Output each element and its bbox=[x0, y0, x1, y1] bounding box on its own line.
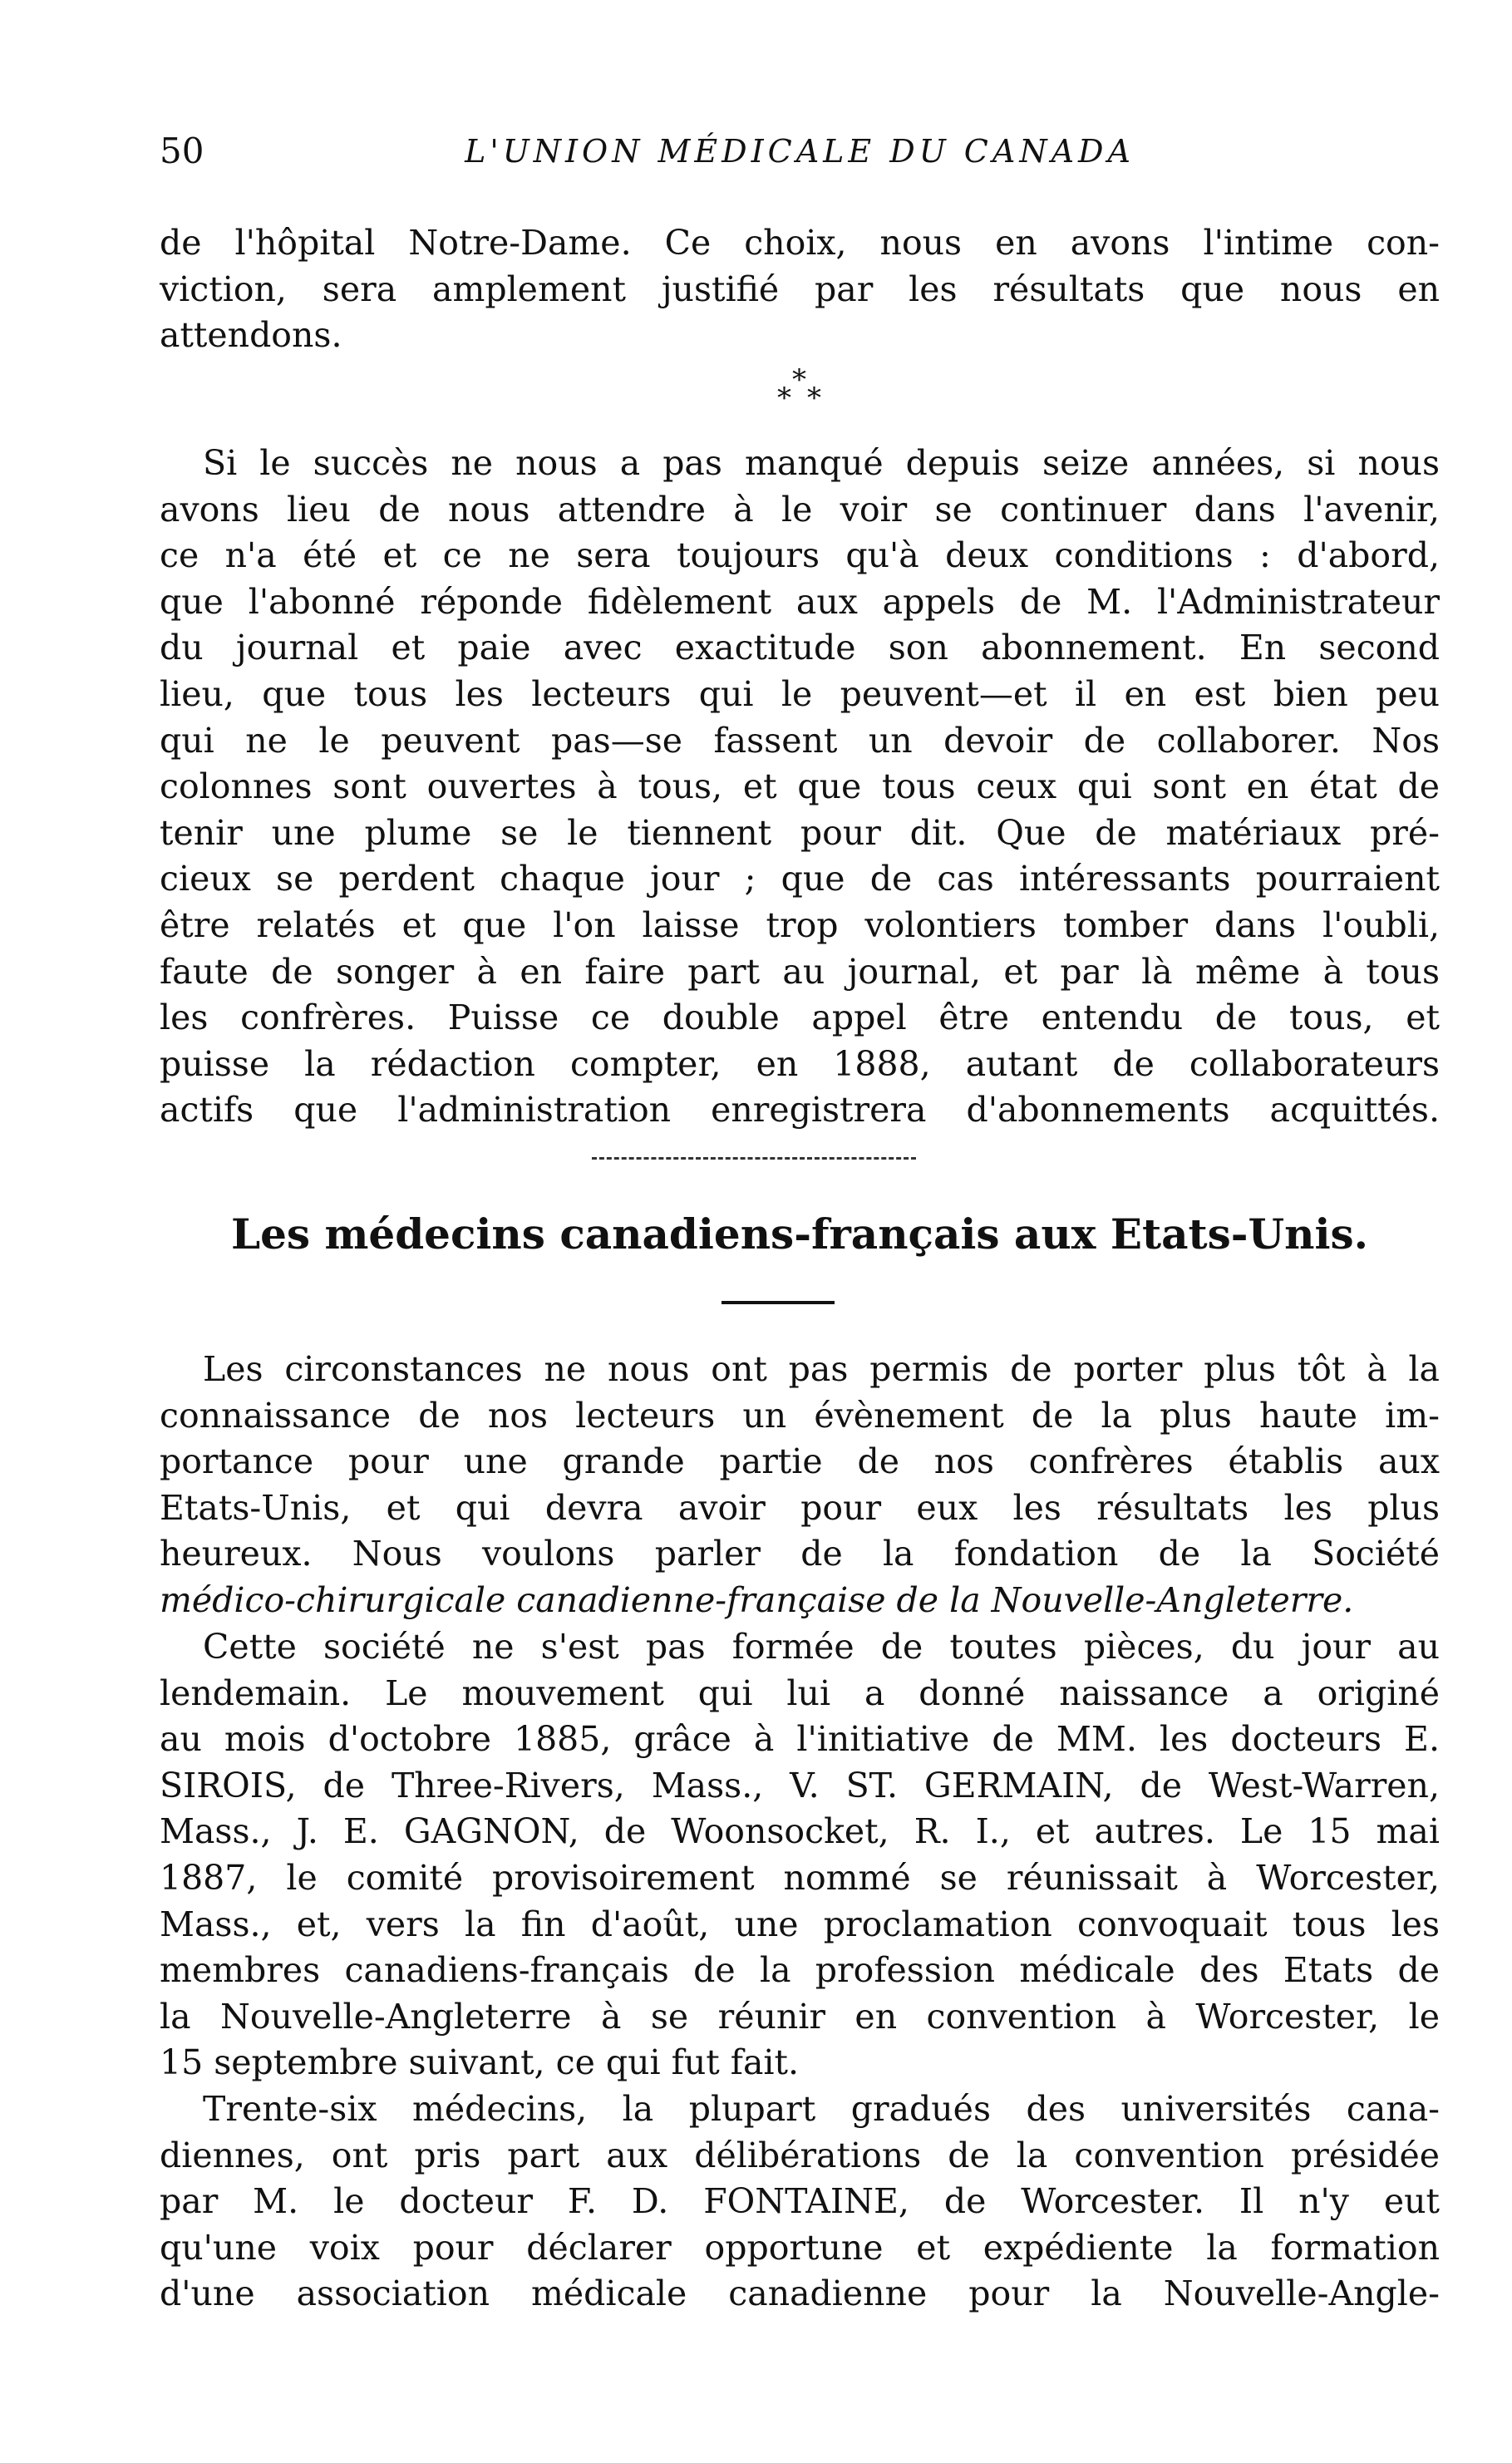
text-line: lendemain. Le mouvement qui lui a donné naissance a originé bbox=[160, 1672, 1440, 1713]
appeal-paragraph bbox=[160, 441, 1440, 1134]
text-line: Mass., et, vers la fin d'août, une proclamation convoquait tous les bbox=[160, 1904, 1440, 1944]
title-rule bbox=[722, 1301, 835, 1304]
page-header bbox=[160, 126, 1440, 176]
asterism-star: * bbox=[777, 382, 791, 415]
text-line: que l'abonné réponde fidèlement aux appels de M. l'Administrateur bbox=[160, 581, 1440, 622]
text-line: diennes, ont pris part aux délibérations de la convention présidée bbox=[160, 2135, 1440, 2175]
text-line: membres canadiens-français de la profession médicale des Etats de bbox=[160, 1950, 1440, 1991]
text-line: Si le succès ne nous a pas manqué depuis seize années, si nous bbox=[203, 443, 1440, 483]
text-line: attendons. bbox=[160, 315, 342, 356]
society-paragraph bbox=[160, 1347, 1440, 1624]
text-line: puisse la rédaction compter, en 1888, autant de collaborateurs bbox=[160, 1043, 1440, 1084]
text-line: actifs que l'administration enregistrera d'abonnements acquittés. bbox=[160, 1090, 1440, 1131]
text-line: la Nouvelle-Angleterre à se réunir en convention à Worcester, le bbox=[160, 1996, 1440, 2037]
text-line: connaissance de nos lecteurs un évènement de la plus haute im- bbox=[160, 1395, 1440, 1436]
text-line: médico-chirurgicale canadienne-française de la Nouvelle-Angleterre. bbox=[160, 1579, 1354, 1620]
text-line: viction, sera amplement justifié par les résultats que nous en bbox=[160, 268, 1440, 309]
asterism-separator bbox=[769, 363, 835, 416]
text-line: d'une association médicale canadienne pour la Nouvelle-Angle- bbox=[160, 2273, 1440, 2314]
text-line: Cette société ne s'est pas formée de toutes pièces, du jour au bbox=[203, 1627, 1440, 1667]
text-line: avons lieu de nous attendre à le voir se continuer dans l'avenir, bbox=[160, 489, 1440, 530]
text-line: portance pour une grande partie de nos confrères établis aux bbox=[160, 1441, 1440, 1482]
text-line: être relatés et que l'on laisse trop volontiers tomber dans l'oubli, bbox=[160, 904, 1440, 945]
intro-paragraph bbox=[160, 220, 1440, 359]
text-line: colonnes sont ouvertes à tous, et que tous ceux qui sont en état de bbox=[160, 766, 1440, 807]
asterism-star: * bbox=[807, 382, 821, 415]
text-line: 1887, le comité provisoirement nommé se réunissait à Worcester, bbox=[160, 1857, 1440, 1898]
text-line: Mass., J. E. GAGNON, de Woonsocket, R. I., et autres. Le 15 mai bbox=[160, 1811, 1440, 1852]
text-line: Etats-Unis, et qui devra avoir pour eux les résultats les plus bbox=[160, 1487, 1440, 1528]
text-line: les confrères. Puisse ce double appel être entendu de tous, et bbox=[160, 998, 1440, 1038]
text-line: Trente-six médecins, la plupart gradués des universités cana- bbox=[203, 2089, 1440, 2129]
text-line: SIROIS, de Three-Rivers, Mass., V. ST. GERMAIN, de West-Warren, bbox=[160, 1765, 1440, 1805]
history-paragraph bbox=[160, 1624, 1440, 2086]
section-title: Les médecins canadiens-français aux Etats-Unis. bbox=[230, 1209, 1369, 1259]
text-line: qu'une voix pour déclarer opportune et expédiente la formation bbox=[160, 2227, 1440, 2268]
text-line: de l'hôpital Notre-Dame. Ce choix, nous en avons l'intime con- bbox=[160, 223, 1440, 263]
text-line: 15 septembre suivant, ce qui fut fait. bbox=[160, 2042, 800, 2083]
text-line: faute de songer à en faire part au journal, et par là même à tous bbox=[160, 951, 1440, 992]
dashed-divider bbox=[592, 1157, 916, 1160]
text-line: ce n'a été et ce ne sera toujours qu'à deux conditions : d'abord, bbox=[160, 535, 1440, 576]
convention-paragraph bbox=[160, 2086, 1440, 2318]
running-title: L'UNION MÉDICALE DU CANADA bbox=[465, 133, 1135, 170]
text-line: heureux. Nous voulons parler de la fondation de la Société bbox=[160, 1534, 1440, 1574]
text-line: tenir une plume se le tiennent pour dit. Que de matériaux pré- bbox=[160, 812, 1440, 853]
text-line: lieu, que tous les lecteurs qui le peuvent—et il en est bien peu bbox=[160, 673, 1440, 714]
text-line: cieux se perdent chaque jour ; que de cas intéressants pourraient bbox=[160, 859, 1440, 899]
asterism-star: * bbox=[792, 363, 806, 397]
page-number: 50 bbox=[160, 131, 204, 171]
text-line: qui ne le peuvent pas—se fassent un devoir de collaborer. Nos bbox=[160, 720, 1440, 761]
text-line: au mois d'octobre 1885, grâce à l'initiative de MM. les docteurs E. bbox=[160, 1719, 1440, 1760]
text-line: Les circonstances ne nous ont pas permis de porter plus tôt à la bbox=[203, 1349, 1440, 1389]
text-line: du journal et paie avec exactitude son abonnement. En second bbox=[160, 628, 1440, 668]
text-line: par M. le docteur F. D. FONTAINE, de Worcester. Il n'y eut bbox=[160, 2181, 1440, 2222]
